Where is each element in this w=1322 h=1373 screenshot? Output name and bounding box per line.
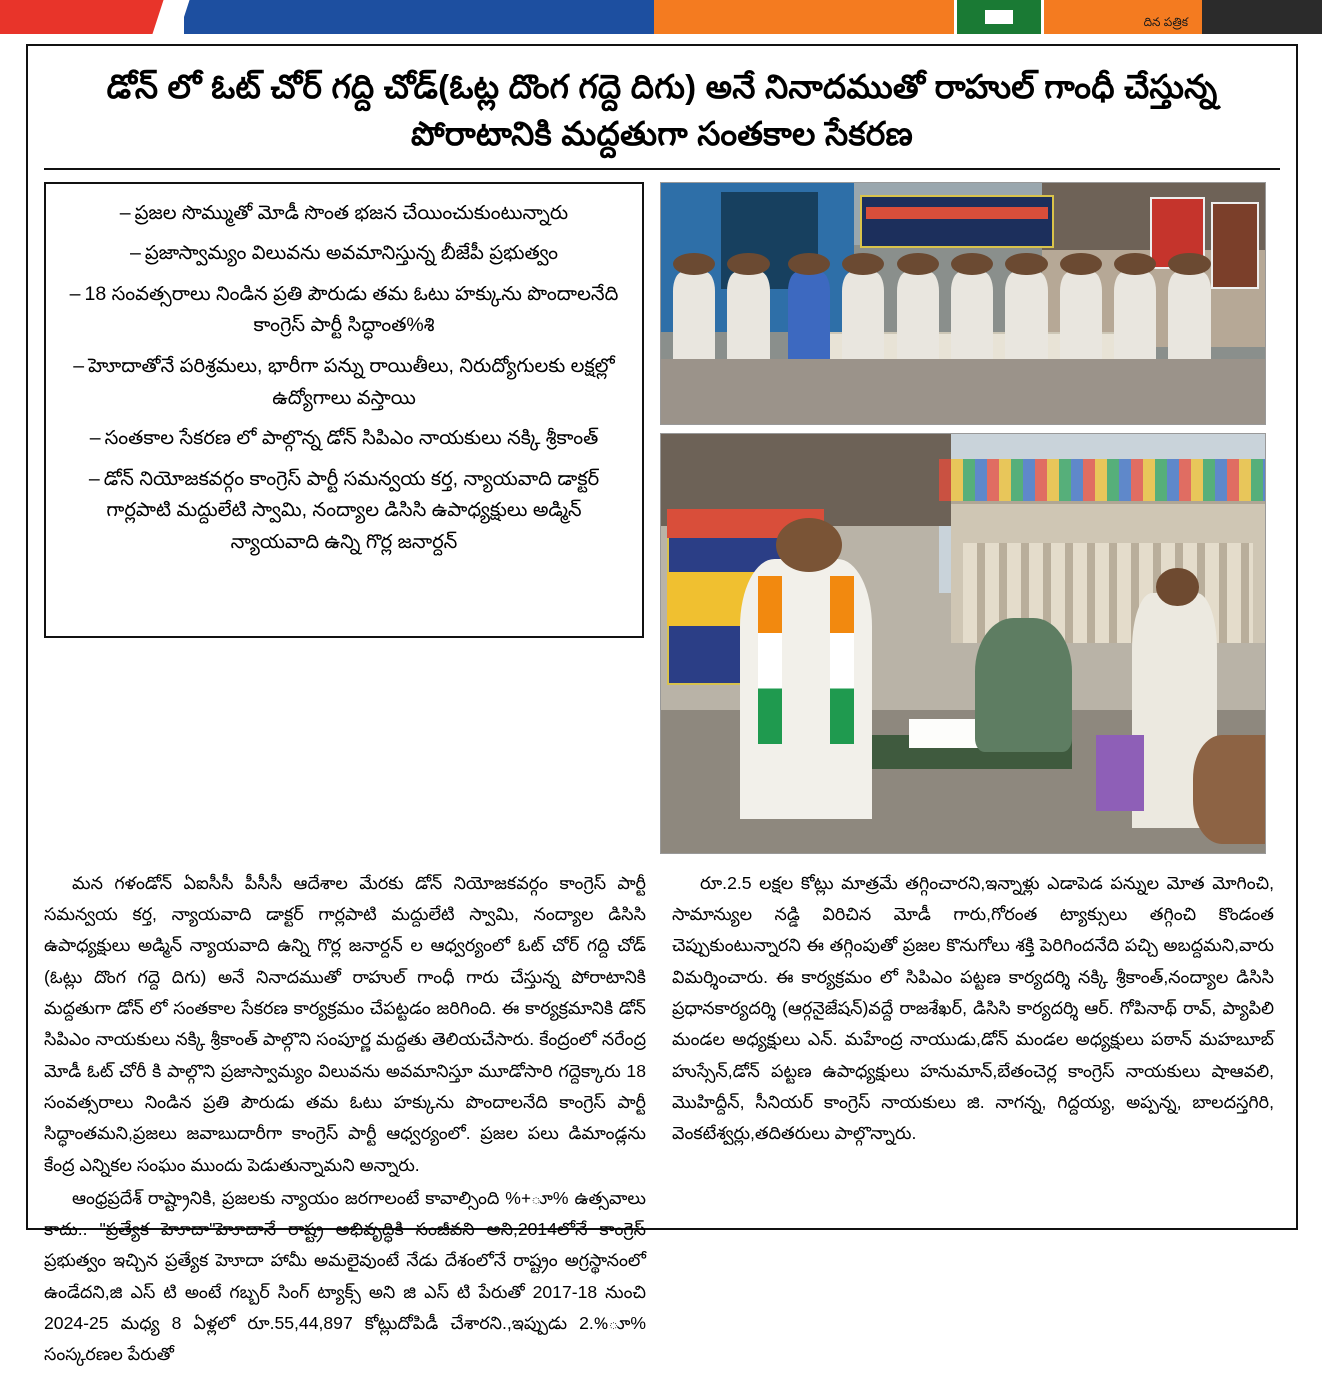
- bullet-dash-icon: –: [69, 282, 81, 305]
- photo1-person-head: [727, 253, 769, 276]
- photo1-banner: [860, 195, 1053, 248]
- list-item: [62, 464, 626, 559]
- photo1-person: [1005, 272, 1047, 359]
- list-item: [62, 423, 626, 455]
- list-item-text: హెూదాతోనే పరిశ్రమలు, భారీగా పన్ను రాయితీలు, నిరుద్యోగులకు లక్షల్లో ఉద్యోగాలు వస్తాయి: [88, 355, 615, 409]
- photo1-person: [951, 272, 993, 359]
- photo2-standing-person-head: [1156, 568, 1198, 606]
- bullet-dash-icon: –: [119, 201, 131, 224]
- bullet-dash-icon: –: [89, 427, 101, 450]
- photo-column: [660, 182, 1266, 854]
- photo1-person-head: [1168, 253, 1210, 276]
- masthead-dark-block: [1202, 0, 1322, 34]
- signature-campaign-photo: [660, 433, 1266, 854]
- masthead-subtitle: దిన పత్రిక: [1143, 15, 1188, 29]
- photo2-speaker-head: [776, 518, 842, 572]
- photo1-person: [1168, 272, 1210, 359]
- photo1-person: [788, 272, 830, 359]
- bullet-dash-icon: –: [73, 355, 85, 378]
- photo2-flag-bunting: [939, 459, 1265, 501]
- paragraph: మన గళండోన్ ఏఐసీసీ పీసీసీ ఆదేశాల మేరకు డోన్ నియోజకవర్గం కాంగ్రెస్ పార్టీ సమన్వయ కర్త, న్యాయవాది డాక్టర్ గార్లపాటి మద్దులేటి స్వామి, నంద్యాల డిసిసి ఉపాధ్యక్షులు అడ్మిన్ న్యాయవాది ఉన్ని గొర్ల జనార్దన్ ల ఆధ్వర్యంలో ఓట్ చోర్ గద్ది చోడ్ (ఓట్లు దొంగ గద్దె దిగు) అనే నినాదముతో రాహుల్ గాంధీ గారు చేస్తున్న పోరాటానికి మద్దతుగా డోన్ లో సంతకాల సేకరణ కార్యక్రమం చేపట్టడం జరిగింది. ఈ కార్యక్రమానికి డోన్ సిపిఎం నాయకులు నక్కి శ్రీకాంత్ పాల్గొని సంపూర్ణ మద్దతు తెలియచేసారు. కేంద్రంలో నరేంద్ర మోడీ ఓట్ చోరీ కి పాల్గొని ప్రజాస్వామ్యం విలువను అవమానిస్తూ మూడోసారి గద్దెక్కారు 18 సంవత్సరాలు నిండిన ప్రతి పౌరుడు తమ ఓటు హక్కును పొందాలనేది కాంగ్రెస్ పార్టీ సిద్ధాంతమని,ప్రజలు జవాబుదారీగా కాంగ్రెస్ పార్టీ ఆధ్వర్యంలో. ప్రజల పలు డిమాండ్లను కేంద్ర ఎన్నికల సంఘం ముందు పెడుతున్నామని అన్నారు.: [44, 872, 646, 1175]
- photo1-person: [842, 272, 884, 359]
- photo2-carry-bag: [1096, 735, 1144, 810]
- list-item: [62, 198, 626, 230]
- photo1-person-head: [1060, 253, 1102, 276]
- photo1-person: [727, 272, 769, 359]
- photo1-person: [1060, 272, 1102, 359]
- photo1-person-head: [1005, 253, 1047, 276]
- photo1-banner-strip: [866, 207, 1047, 219]
- masthead-strip: [0, 0, 1322, 34]
- list-item-text: ప్రజల సొమ్ముతో మోడీ సొంత భజన చేయించుకుంటున్నారు: [134, 201, 569, 224]
- article-column-left: [44, 868, 646, 1373]
- masthead-orange-block: [654, 0, 1202, 34]
- bullet-dash-icon: –: [130, 242, 141, 265]
- masthead-red-block: [0, 0, 168, 34]
- meeting-table-photo: [660, 182, 1266, 425]
- list-item: [62, 279, 626, 342]
- list-item-text: సంతకాల సేకరణ లో పాల్గొన్న డోన్ సిపిఎం నాయకులు నక్కి శ్రీకాంత్: [104, 427, 599, 450]
- list-item-text: ప్రజాస్వామ్యం విలువను అవమానిస్తున్న బీజేపీ ప్రభుత్వం: [144, 242, 558, 265]
- list-item: [62, 351, 626, 414]
- upper-section: [44, 182, 1280, 854]
- highlights-box: [44, 182, 644, 638]
- paragraph: ఆంధ్రప్రదేశ్ రాష్ట్రానికి, ప్రజలకు న్యాయం జరగాలంటే కావాల్సింది %+ూ% ఉత్సవాలు కాదు.. "ప్రత్యేక హెూదా"హెూదానే రాష్ట్ర అభివృద్ధికి సంజీవని అని,2014లోనే కాంగ్రెస్ ప్రభుత్వం ఇచ్చిన ప్రత్యేక హెూదా హామీ అమలైవుంటే నేడు దేశంలోనే రాష్ట్రం అగ్రస్థానంలో ఉండేదని,జి ఎస్ టి అంటే గబ్బర్ సింగ్ ట్యాక్స్ అని జి ఎస్ టి పేరుతో 2017-18 నుంచి 2024-25 మధ్య 8 ఏళ్లలో రూ.55,44,897 కోట్లుదోపిడీ చేశారని.,ఇప్పుడు 2.%ూ% సంస్కరణల పేరుతో: [44, 1187, 646, 1365]
- photo2-foreground-hand: [1193, 735, 1265, 844]
- page-headline: డోన్ లో ఓట్ చోర్ గద్ది చోడ్(ఓట్ల దొంగ గద్దె దిగు) అనే నినాదముతో రాహుల్ గాంధీ చేస్తున్న పోరాటానికి మద్దతుగా సంతకాల సేకరణ: [44, 60, 1280, 170]
- bullet-dash-icon: –: [88, 467, 100, 490]
- list-item-text: 18 సంవత్సరాలు నిండిన ప్రతి పౌరుడు తమ ఓటు హక్కును పొందాలనేది కాంగ్రెస్ పార్టీ సిద్ధాంత%శి: [84, 282, 619, 337]
- photo2-signing-person: [975, 618, 1072, 752]
- photo1-ground: [661, 359, 1265, 424]
- paragraph: రూ.2.5 లక్షల కోట్లు మాత్రమే తగ్గించారని,ఇన్నాళ్లు ఎడాపెడ పన్నుల మోత మోగించి, సామాన్యుల నడ్డి విరిచిన మోడీ గారు,గోరంత ట్యాక్సులు తగ్గించి కొండంత చెప్పుకుంటున్నారని ఈ తగ్గింపుతో ప్రజల కొనుగోలు శక్తి పెరిగిందనేది పచ్చి అబద్దమని,వారు విమర్శించారు. ఈ కార్యక్రమం లో సిపిఎం పట్టణ కార్యదర్శి నక్కి శ్రీకాంత్,నంద్యాల డిసిసి ప్రధానకార్యదర్శి (ఆర్గనైజేషన్)వద్దే రాజశేఖర్, డిసిసి కార్యదర్శి ఆర్. గోపినాథ్ రావ్, ప్యాపిలి మండల అధ్యక్షులు ఎన్. మహేంద్ర నాయుడు,డోన్ మండల అధ్యక్షులు పఠాన్ మహబూబ్ హుస్సేన్,డోన్ పట్టణ ఉపాధ్యక్షులు హనుమాన్,బేతంచెర్ల కాంగ్రెస్ నాయకులు షాఆవలి, మొహిద్దీన్, సీనియర్ కాంగ్రెస్ నాయకులు జి. నాగన్న, గిద్దయ్య, అప్పన్న, బాలదస్తగిరి, వెంకటేశ్వర్లు,తదితరులు పాల్గొన్నారు.: [672, 872, 1274, 1144]
- photo1-person-head: [951, 253, 993, 276]
- list-item: [62, 238, 626, 270]
- photo1-person: [1114, 272, 1156, 359]
- photo1-person-head: [842, 253, 884, 276]
- article-body: [44, 868, 1280, 1373]
- list-item-text: డోన్ నియోజకవర్గం కాంగ్రెస్ పార్టీ సమన్వయ కర్త, న్యాయవాది డాక్టర్ గార్లపాటి మద్దులేటి స్వామి, నంద్యాల డిసిసి ఉపాధ్యక్షులు అడ్మిన్ న్యాయవాది ఉన్ని గొర్ల జనార్దన్: [103, 467, 600, 553]
- masthead-blue-block: [184, 0, 654, 34]
- photo1-person-head: [897, 253, 939, 276]
- article-column-right: [672, 868, 1274, 1373]
- photo1-poster-right: [1211, 202, 1259, 289]
- masthead-emblem-icon: [954, 0, 1044, 34]
- photo2-tricolor-scarf-right: [830, 576, 854, 744]
- photo2-tricolor-scarf-left: [758, 576, 782, 744]
- photo1-person: [673, 272, 715, 359]
- newspaper-page: [26, 44, 1298, 1365]
- photo1-person: [897, 272, 939, 359]
